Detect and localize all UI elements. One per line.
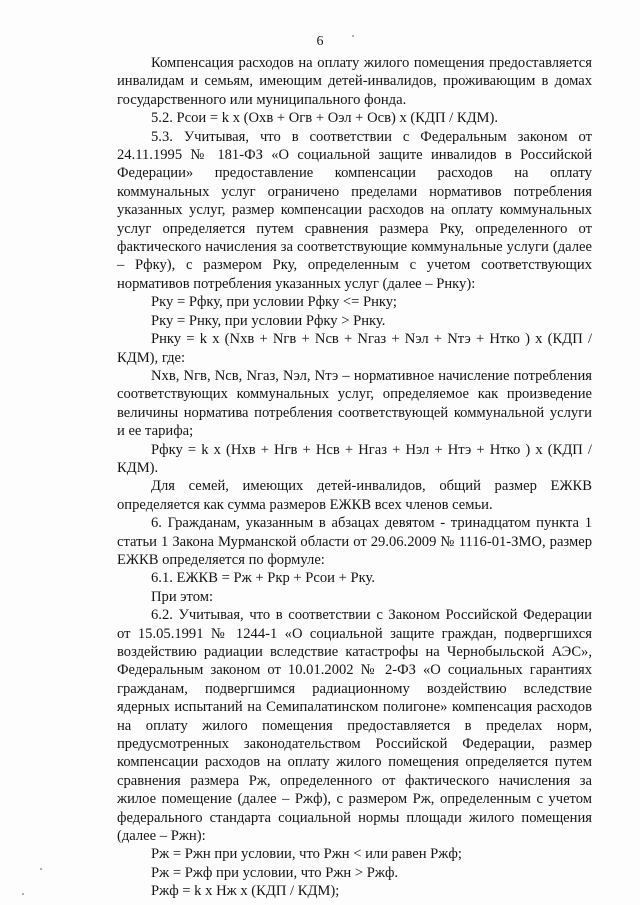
paragraph-families: Для семей, имеющих детей-инвалидов, общий размер ЕЖКВ определяется как сумма размеров ЕЖКВ всех членов семьи. [117,478,592,513]
formula-rfku: Рфку = k x (Нхв + Нгв + Нсв + Нгаз + Нэл + Нтэ + Нтко ) x (КДП / КДМ). [117,441,592,476]
formula-5-2: 5.2. Рсои = k x (Охв + Огв + Оэл + Осв) x (КДП / КДМ). [151,110,499,127]
scan-speck [40,868,42,870]
formula-rku-2: Рку = Рнку, при условии Рфку > Рнку. [151,312,386,329]
page-number: 6 [316,34,324,49]
paragraph-compensation-disabled: Компенсация расходов на оплату жилого помещения предоставляется инвалидам и семьям, имеющим детей-инвалидов, проживающим в домах государственного или муниципального фонда. [117,55,592,108]
paragraph-pri-etom: При этом: [151,588,214,605]
paragraph-6-2: 6.2. Учитывая, что в соответствии с Законом Российской Федерации от 15.05.1991 № 1244-1 «О социальной защите граждан, подвергшихся воздействию радиации вследствие катастрофы на Чернобыльской АЭС», Федеральным законом от 10.01.2002 № 2-ФЗ «О социальных гарантиях гражданам, подвергшимся радиационному воздействию вследствие ядерных испытаний на Семипалатинском полигоне» компенсация расходов на оплату жилого помещения предоставляется в пределах норм, предусмотренных законодательством Российской Федерации, размер компенсации расходов на оплату жилого помещения определяется путем сравнения размера Рж, определенного от фактического начисления за жилое помещение (далее – Ржф), с размером Рж, определенным с учетом федерального стандарта социальной нормы площади жилого помещения (далее – Ржн): [117,607,592,845]
scan-speck [352,35,354,37]
paragraph-5-3: 5.3. Учитывая, что в соответствии с Федеральным законом от 24.11.1995 № 181-ФЗ «О социальной защите инвалидов в Российской Федерации» предоставление компенсации расходов на оплату коммунальных услуг ограничено пределами нормативов потребления указанных услуг, размер компенсации расходов на оплату коммунальных услуг определяется путем сравнения размера Рку, определенного от фактического начисления за соответствующие коммунальные услуги (далее – Рфку), с размером Рку, определенным с учетом соответствующих нормативов потребления указанных услуг (далее – Рнку): [117,128,592,292]
formula-rku-1: Рку = Рфку, при условии Рфку <= Рнку; [151,294,397,311]
document-body [117,54,592,901]
paragraph-6: 6. Гражданам, указанным в абзацах девятом - тринадцатом пункта 1 статьи 1 Закона Мурманской области от 29.06.2009 № 1116-01-ЗМО, размер ЕЖКВ определяется по формуле: [117,515,592,568]
formula-6-1: 6.1. ЕЖКВ = Рж + Ркр + Рсои + Рку. [151,570,375,587]
formula-rzh-1: Рж = Ржн при условии, что Ржн < или равен Ржф; [151,846,462,863]
formula-rzhf: Ржф = k x Нж x (КДП / КДМ); [151,883,340,900]
formula-rzh-2: Рж = Ржф при условии, что Ржн > Ржф. [151,864,399,881]
scan-speck [22,893,24,895]
formula-rnku: Рнку = k x (Nхв + Nгв + Nсв + Nгаз + Nэл + Nтэ + Нтко ) x (КДП / КДМ), где: [117,331,592,366]
paragraph-normative-definitions: Nхв, Nгв, Nсв, Nгаз, Nэл, Nтэ – нормативное начисление потребления соответствующих коммунальных услуг, определяемое как произведение величины норматива потребления соответствующей коммунальной услуги и ее тарифа; [117,367,592,440]
